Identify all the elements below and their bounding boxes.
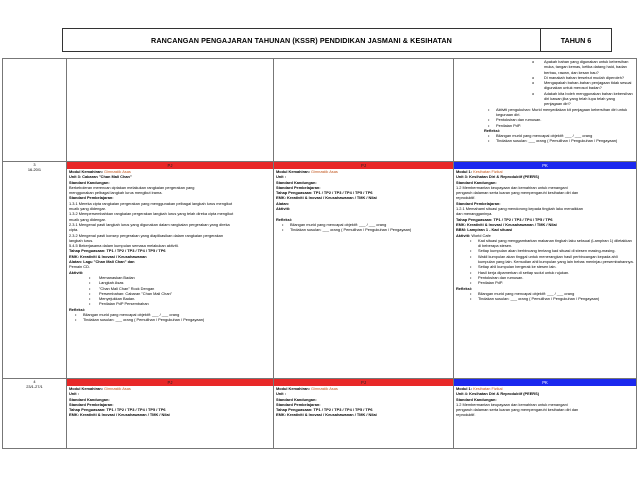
bullet-icon: • [75, 312, 77, 318]
bullet-icon: • [470, 264, 472, 270]
list-item [470, 237, 634, 249]
refleksi-label: Refleksi: [484, 127, 501, 133]
sk-text: menggunakan pelbagai langkah lurus mengikut irama. [69, 190, 163, 196]
sk-text: Berkeboleran merencan ciptakan melakukan rangkaian pergerakan yang [69, 184, 195, 190]
aktiviti-text: Memanaskan Badan [99, 274, 135, 280]
aktiviti-text: Penilaian PdP. [478, 280, 504, 286]
unit-title: Unit 4: Kesihatan Diri & Reproduktif (PEERS) [456, 391, 540, 397]
sk-text: reproduktif. [456, 195, 476, 201]
refleksi-list [456, 291, 634, 302]
sp-text: muzik yang didengar. [69, 216, 106, 222]
aktiviti-text: Setiap kumpulan akan berbincang tentang kad situasi di stesen masing-masing. [478, 248, 616, 254]
sk-text: pengaruh dalaman serta luaran yang mempengaruhi kesihatan diri dan [456, 407, 579, 413]
refleksi-text: Bilangan murid yang mencapai objektif: ___ / ___ orang [496, 133, 593, 139]
bullet-icon: • [470, 290, 472, 296]
aktiviti-text: Wakil kumpulan akan tinggal untuk menerangkan hasil perbincangan kepada ahli kumpulan yang lain. Kemudian ahli kumpulan yang lain bebas meninjau persembahannya. [478, 253, 634, 265]
sp-text: 2.3.1 Mengenal pasti langkah lurus yang digunakan dalam rangkaian pergerakan yang direka [69, 221, 230, 227]
document-header [62, 28, 612, 52]
week-cell [3, 162, 67, 379]
week-cell-empty [3, 59, 67, 162]
bullet-icon: • [282, 221, 284, 227]
cell-empty-b [274, 59, 454, 162]
bullet-icon: • [470, 280, 472, 286]
question-list [456, 59, 634, 107]
emk-text: EMK: Kreativiti & Inovasi / Keusahawanan / TMK / Nilai [69, 412, 170, 418]
subject-band: PJ [274, 162, 453, 169]
sk-text: 1.2 Membermantan keupayaan dan kemahiran untuk menangani [456, 184, 568, 190]
modul-value: Kesihatan Fizikal [473, 169, 503, 174]
cell-empty-a [67, 59, 274, 162]
lesson-cell-pk [454, 379, 637, 449]
modul-value: Gimnastik Asas [104, 169, 131, 174]
bullet-icon: • [470, 296, 472, 302]
aktiviti-text: Setiap ahli kumpulan bergerak ke stesen lain. [478, 264, 557, 270]
bullet-icon: • [89, 290, 91, 296]
unit-title: Unit : [69, 391, 79, 397]
emk-text: EMK: Kreativiti & Inovasi / Keusahawanan / TMK / Nilai [276, 195, 377, 201]
subject-band: PJ [67, 162, 273, 169]
sp-text: muzik yang didengar. [69, 206, 106, 212]
sp-label: Standard Pembelajaran: [69, 401, 114, 407]
year-label: TAHUN 6 [540, 29, 611, 51]
subject-band: PJ [274, 379, 453, 386]
modul-label: Modul Kemahiran: [276, 386, 310, 391]
modul-label: Modul 1: [456, 386, 472, 391]
refleksi-list [276, 222, 451, 233]
sp-text: langkah lurus. [69, 237, 94, 243]
sp-label: Standard Pembelajaran: [276, 184, 321, 190]
refleksi-label: Refleksi: [456, 285, 473, 291]
list-item [89, 301, 271, 307]
activity-text: Pentoksiran dan rumusan. [496, 117, 542, 123]
modul-label: Modul Kemahiran: [69, 386, 103, 391]
refleksi-text: Tindakan susulan: ___ orang ( Pemulihan / Pengukuhan / Pengayaan) [478, 296, 600, 302]
aktiviti-text: Kad situasi yang menggambarkan makanan tingkah laku seksual (Lampiran 1) diletakkan di beberapa stesen. [478, 237, 632, 249]
table-row-week-4 [3, 379, 637, 449]
modul-value: Gimnastik Asas [311, 386, 338, 391]
refleksi-list [456, 133, 634, 144]
bullet-icon: • [75, 317, 77, 323]
aktiviti-text: Pentoksiran dan rumusan. [478, 274, 524, 280]
modul-value: Kesihatan Fizikal [473, 386, 503, 391]
refleksi-label: Refleksi: [276, 216, 293, 222]
bullet-icon: • [89, 285, 91, 291]
bbm-text: BBM: Lampiran 1 - Kad situasi [456, 227, 513, 233]
subject-band: PJ [67, 379, 273, 386]
sk-label: Standard Kandungan: [456, 179, 497, 185]
bullet-icon: • [89, 296, 91, 302]
bullet-icon: • [488, 106, 490, 112]
list-marker: o [532, 59, 535, 64]
document-title: RANCANGAN PENGAJARAN TAHUNAN (KSSR) PENDIDIKAN JASMANI & KESIHATAN [151, 35, 452, 45]
sp-text: 5.4.5 Bekerjasama dalam kumpulan semasa melakukan aktiviti. [69, 243, 179, 249]
list-item [470, 296, 634, 302]
refleksi-list [69, 312, 271, 323]
list-item [470, 253, 634, 265]
sp-label: Standard Pembelajaran: [456, 200, 501, 206]
modul-label: Modul Kemahiran: [69, 169, 103, 174]
bullet-icon: • [470, 274, 472, 280]
list-item [75, 317, 271, 323]
sp-text: 1.3.1 Mereka cipta rangkaian pergerakan yang menggunakan pelbagai langkah lurus mengikut [69, 200, 233, 206]
lesson-cell-pj-1 [67, 379, 274, 449]
table-row-continuation [3, 59, 637, 162]
aktiviti-value: World Cafe [471, 232, 491, 238]
tp-text: Tahap Penguasaan: TP1 / TP2 / TP3 / TP4 / TP5 / TP6 [456, 216, 553, 222]
unit-title: Unit 3: Cabaran "Chan Mali Chan" [69, 174, 132, 180]
aktiviti-text: Penilaian PdP Persembahan [99, 301, 149, 307]
unit-title: Unit : [276, 391, 286, 397]
sp-text: 2.3.2 Mengenal pasti konsep pergerakan yang diaplikasikan dalam rangkaian pergerakan [69, 232, 223, 238]
bullet-icon: • [89, 274, 91, 280]
subject-band: PK [454, 379, 636, 386]
aktiviti-text: Hasil kerja dipamerkan di setiap sudut untuk rujukan. [478, 269, 570, 275]
lesson-cell-pj-1 [67, 162, 274, 379]
aktiviti-label: Aktiviti: [276, 206, 291, 212]
question-text: Apakah bahan yang digunakan untuk kebersihan muka, tangan kemas, ketika datang haid, badan berbau, rawan, dan kesan bau? [544, 59, 629, 75]
week-cell [3, 379, 67, 449]
list-marker: o [532, 74, 535, 80]
sk-label: Standard Kandungan: [276, 396, 317, 402]
refleksi-text: Tindakan susulan: ___ orang ( Pemulihan / Pengukuhan / Pengayaan) [496, 138, 618, 144]
sp-label: Standard Pembelajaran: [276, 401, 321, 407]
aktiviti-text: "Chan Mali Chan" Rock Dengan [99, 285, 155, 291]
bullet-icon: • [488, 122, 490, 128]
lesson-cell-pj-2 [274, 162, 454, 379]
week-date: 16-20/1 [27, 167, 42, 173]
list-item [532, 80, 634, 91]
refleksi-text: Bilangan murid yang mencapai objektif: ___ / ___ orang [290, 221, 387, 227]
modul-value: Gimnastik Asas [311, 169, 338, 174]
tp-text: Tahap Penguasaan: TP1 / TP2 / TP3 / TP4 / TP5 / TP6 [69, 407, 166, 413]
aktiviti-text: Persembahan: Cabaran "Chan Mali Chan" [99, 290, 173, 296]
week-date: 23/1-27/1 [26, 384, 43, 390]
activity-text: Penilaian PdP. [496, 122, 522, 128]
refleksi-text: Bilangan murid yang mencapai objektif: ___ / ___ orang [478, 290, 575, 296]
aktiviti-label: Aktiviti: [456, 232, 471, 238]
aktiviti-list [69, 275, 271, 307]
modul-label: Modul Kemahiran: [276, 169, 310, 174]
unit-title: Unit : [276, 174, 286, 180]
table-row-week-3 [3, 162, 637, 379]
week-number: 4 [33, 379, 36, 384]
bullet-icon: • [470, 253, 472, 259]
emk-text: EMK: Kreativiti & Inovasi / Keusahawanan / TMK / Nilai [276, 412, 377, 418]
bullet-icon: • [488, 133, 490, 139]
sp-text: cipta. [69, 227, 79, 233]
list-marker: o [532, 90, 535, 96]
list-item [488, 138, 634, 144]
bullet-icon: • [470, 248, 472, 254]
refleksi-text: Tindakan susulan: ___ orang ( Pemulihan / Pengukuhan / Pengayaan) [290, 227, 412, 233]
tp-text: Tahap Penguasaan: TP1 / TP2 / TP3 / TP4 / TP5 / TP6 [69, 248, 166, 254]
bullet-icon: • [470, 237, 472, 243]
sk-text: pengaruh dalaman serta luaran yang mempengaruhi kesihatan diri dan [456, 190, 579, 196]
sk-label: Standard Kandungan: [276, 179, 317, 185]
sk-label: Standard Kandungan: [456, 396, 497, 402]
week-number: 3 [33, 162, 36, 167]
activity-text: Aktiviti pengukuhan: Murid menyediakan kit penjagaan kebersihan diri untuk kegunaan diri. [496, 106, 628, 117]
sk-text: 1.2 Membermantan keupayaan dan kemahiran untuk menangani [456, 401, 568, 407]
bullet-icon: • [89, 301, 91, 307]
bullet-icon: • [470, 269, 472, 275]
bullet-icon: • [488, 117, 490, 123]
alatan-text: Alatan: Lagu "Chan Mali Chan" dan [69, 259, 135, 265]
modul-label: Modul 1: [456, 169, 472, 174]
sk-label: Standard Kandungan: [69, 179, 110, 185]
unit-title: Unit 3: Kesihatan Diri & Reproduktif (PEERS) [456, 174, 540, 180]
cell-continuation [454, 59, 637, 162]
sp-label: Standard Pembelajaran: [69, 195, 114, 201]
pemain-text: Pemain CD. [69, 264, 90, 270]
question-text: Adakah kita boleh menggunakan bahan kebersihan diri kawan jika yang telah lupa telah yang penjagaan diri? [544, 90, 633, 107]
sp-text: 1.2.1 Memahami situasi yang mendorong kepada tingkah laku menaikkan [456, 206, 583, 212]
refleksi-text: Tindakan susulan: ___ orang ( Pemulihan / Pengukuhan / Pengayaan) [83, 317, 205, 323]
list-marker: o [532, 80, 535, 86]
bullet-icon: • [488, 138, 490, 144]
subject-band: PK [454, 162, 636, 169]
bullet-icon: • [282, 227, 284, 233]
emk-text: EMK: Kreativiti & Inovasi / Keusahawanan [69, 253, 147, 259]
sp-text: 1.3.2 Mempersembahkan rangkaian pergerakan langkah lurus yang telah direka cipta mengikut [69, 211, 234, 217]
list-item [488, 122, 634, 128]
modul-value: Gimnastik Asas [104, 386, 131, 391]
alatan-text: Alatan: [276, 200, 290, 206]
question-text: Di manakah bahan tersebut mudah diperoleh? [544, 74, 625, 80]
question-text: Mengapakah bahan-bahan penjagaan tidak sesuai digunakan untuk merosot badan? [544, 80, 632, 91]
list-item [532, 90, 634, 107]
sp-text: dan menangganinya. [456, 211, 493, 217]
refleksi-label: Refleksi: [69, 306, 86, 312]
aktiviti-list [456, 238, 634, 286]
refleksi-text: Bilangan murid yang mencapai objektif: ___ / ___ orang [83, 312, 180, 318]
sk-text: reproduktif. [456, 412, 476, 418]
list-item [488, 106, 634, 118]
list-item [470, 280, 634, 286]
tp-text: Tahap Penguasaan: TP1 / TP2 / TP3 / TP4 / TP5 / TP6 [276, 190, 373, 196]
activity-list [456, 107, 634, 128]
lesson-cell-pj-2 [274, 379, 454, 449]
lesson-cell-pk [454, 162, 637, 379]
aktiviti-label: Aktiviti: [69, 269, 84, 275]
aktiviti-text: Menyejukkan Badan. [99, 296, 136, 302]
sk-label: Standard Kandungan: [69, 396, 110, 402]
list-item [532, 59, 634, 75]
tp-text: Tahap Penguasaan: TP1 / TP2 / TP3 / TP4 / TP5 / TP6 [276, 407, 373, 413]
bullet-icon: • [89, 280, 91, 286]
aktiviti-text: Langkah Asas [99, 280, 124, 286]
emk-text: EMK: Kreativiti & Inovasi / Keusahawanan / TMK / Nilai [456, 221, 557, 227]
list-item [282, 227, 451, 233]
plan-table [2, 58, 637, 449]
